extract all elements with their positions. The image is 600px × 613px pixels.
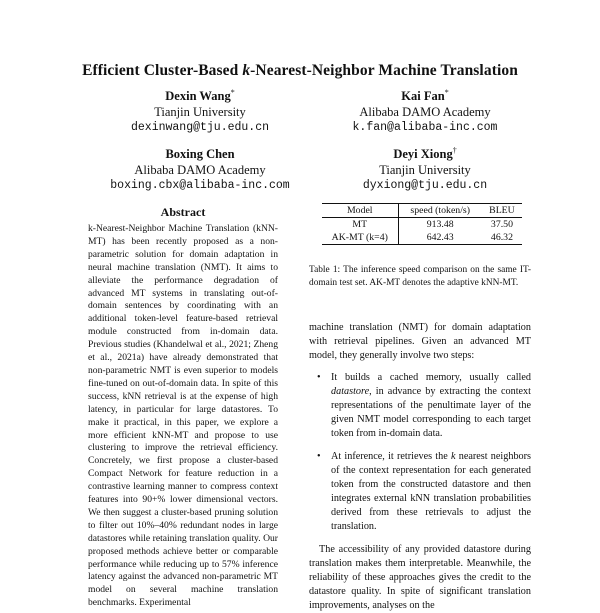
table-header-cell: BLEU <box>489 205 515 216</box>
author-affiliation: Alibaba DAMO Academy <box>359 105 491 120</box>
body-text-column <box>309 321 531 613</box>
author-name: Boxing Chen <box>165 147 235 162</box>
table-row <box>322 231 522 245</box>
author-affiliation: Tianjin University <box>379 163 471 178</box>
table-cell: AK-MT (k=4) <box>322 231 398 245</box>
author-block: Deyi Xiong† Tianjin University dyxiong@tju.edu.cn <box>290 143 560 194</box>
bullet-icon: • <box>317 451 321 462</box>
list-item: • At inference, it retrieves the k nearest neighbors of the context representation for each generated token from the constructed datastore and then integrates external kNN translation probabilities derived from these retrievals to adjust the translation. <box>317 451 531 532</box>
step-list <box>309 371 531 534</box>
author-block: Dexin Wang* Tianjin University dexinwang@tju.edu.cn <box>65 85 335 136</box>
table-header-cell: speed (token/s) <box>410 205 470 216</box>
abstract-text: k-Nearest-Neighbor Machine Translation (kNN-MT) has been recently proposed as a non-parametric solution for domain adaptation in neural machine translation (NMT). It aims to alleviate the performance degradation of advanced MT systems in translating out-of-domain sentences by coordinating with an additional token-level feature-based retrieval module constructed from in-domain data. Previous studies (Khandelwal et al., 2021; Zheng et al., 2021a) have already demonstrated that non-parametric NMT is even superior to models fine-tuned on out-of-domain data. In spite of this success, kNN retrieval is at the expense of high latency, in particular for large datastores. To make it practical, in this paper, we explore a more efficient kNN-MT and propose to use clustering to improve the retrieval efficiency. Concretely, we first propose a cluster-based Compact Network for feature reduction in a contrastive learning manner to compress context features into 90+% lower dimensional vectors. We then suggest a cluster-based pruning solution to filter out 10%–40% redundant nodes in large datastores while retaining translation quality. Our proposed methods achieve better or comparable performance while reducing up to 57% inference latency against the advanced non-parametric MT model on several machine translation benchmarks. Experimental <box>88 223 278 609</box>
table-cell: 913.48 <box>426 219 454 230</box>
author-name: Deyi Xiong <box>393 147 453 162</box>
author-name: Kai Fan <box>401 89 445 104</box>
paper-title: Efficient Cluster-Based k-Nearest-Neighbor Machine Translation <box>82 62 518 79</box>
table-header-row <box>322 204 522 218</box>
table-header-cell: Model <box>322 204 398 218</box>
table-caption: Table 1: The inference speed comparison on the same IT-domain test set. AK-MT denotes the adaptive kNN-MT. <box>309 265 531 288</box>
author-affiliation: Alibaba DAMO Academy <box>134 163 266 178</box>
table-cell: 642.43 <box>426 232 454 243</box>
author-email: dexinwang@tju.edu.cn <box>130 121 270 135</box>
speed-table <box>322 203 522 245</box>
author-email: boxing.cbx@alibaba-inc.com <box>110 179 290 193</box>
body-paragraph: The accessibility of any provided datastore during translation makes them interpretable. Meanwhile, the reliability of these approaches gives the credit to the datastore quality. In spite of significant translation improvements, analyses on the <box>309 544 531 611</box>
table-cell: 46.32 <box>490 232 513 243</box>
list-item: • It builds a cached memory, usually called datastore, in advance by extracting the context representations of the penultimate layer of the given NMT model corresponding to each target token from in-domain data. <box>317 372 531 439</box>
body-paragraph: machine translation (NMT) for domain adaptation with retrieval pipelines. Given an advanced MT model, they generally involve two steps: <box>309 322 531 361</box>
table-row <box>322 218 522 232</box>
author-email: dyxiong@tju.edu.cn <box>362 179 488 193</box>
author-name: Dexin Wang <box>165 89 231 104</box>
author-email: k.fan@alibaba-inc.com <box>352 121 498 135</box>
table-cell: 37.50 <box>490 219 513 230</box>
table-cell: MT <box>322 218 398 232</box>
abstract-heading: Abstract <box>160 205 206 219</box>
author-block: Kai Fan* Alibaba DAMO Academy k.fan@alibaba-inc.com <box>290 85 560 136</box>
bullet-icon: • <box>317 372 321 383</box>
author-affiliation: Tianjin University <box>154 105 246 120</box>
